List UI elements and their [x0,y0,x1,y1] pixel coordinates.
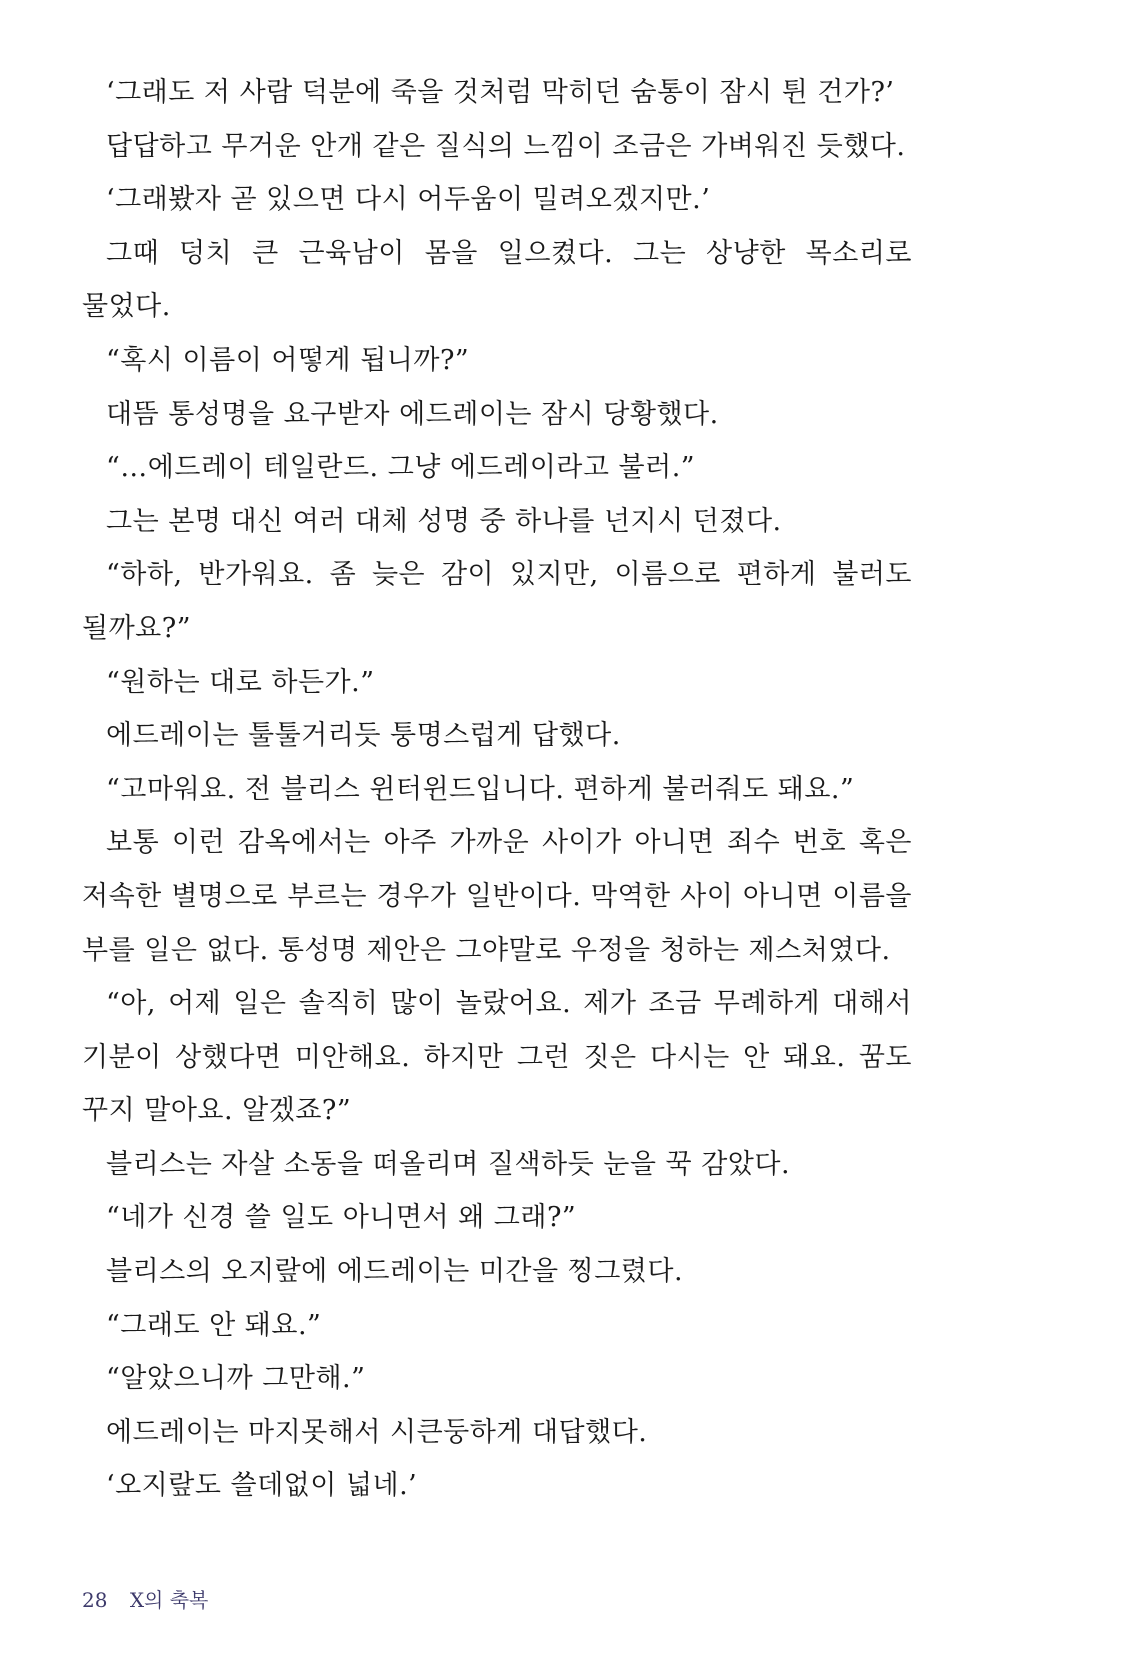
paragraph: ‘그래도 저 사람 덕분에 죽을 것처럼 막히던 숨통이 잠시 튄 건가?’ [106,77,895,108]
paragraph: “알았으니까 그만해.” [106,1363,366,1395]
paragraph: 에드레이는 마지못해서 시큰둥하게 대답했다. [106,1416,648,1448]
paragraph: 답답하고 무거운 안개 같은 질식의 느낌이 조금은 가벼워진 듯했다. [106,130,906,162]
paragraph: 그는 본명 대신 여러 대체 성명 중 하나를 넌지시 던졌다. [106,505,782,537]
book-title: X의 축복 [129,1588,209,1612]
paragraph: 블리스의 오지랖에 에드레이는 미간을 찡그렸다. [106,1256,684,1288]
paragraph: “혹시 이름이 어떻게 됩니까?” [106,344,470,376]
paragraph: ‘그래봤자 곧 있으면 다시 어두움이 밀려오겠지만.’ [106,184,711,216]
page-body [82,66,912,1513]
paragraph: 보통 이런 감옥에서는 아주 가까운 사이가 아니면 죄수 번호 혹은 저속한 별명으로 부르는 경우가 일반이다. 막역한 사이 아니면 이름을 부를 일은 없다. 통성명 제안은 그야말로 우정을 청하는 제스처였다. [82,827,912,966]
page-number: 28 [82,1588,108,1612]
paragraph: 그때 덩치 큰 근육남이 몸을 일으켰다. 그는 상냥한 목소리로 물었다. [82,237,912,323]
paragraph: ‘오지랖도 쓸데없이 넓네.’ [106,1470,418,1502]
paragraph: “그래도 안 돼요.” [106,1309,322,1341]
paragraph: 에드레이는 툴툴거리듯 퉁명스럽게 답했다. [106,720,621,752]
paragraph: 블리스는 자살 소동을 떠올리며 질색하듯 눈을 꾹 감았다. [106,1148,791,1180]
paragraph: “하하, 반가워요. 좀 늦은 감이 있지만, 이름으로 편하게 불러도 될까요?” [82,559,912,644]
paragraph: “고마워요. 전 블리스 윈터윈드입니다. 편하게 불러줘도 돼요.” [106,773,855,805]
paragraph: “아, 어제 일은 솔직히 많이 놀랐어요. 제가 조금 무례하게 대해서 기분이 상했다면 미안해요. 하지만 그런 짓은 다시는 안 돼요. 꿈도 꾸지 말아요. 알겠죠?” [82,988,912,1127]
paragraph: “…에드레이 테일란드. 그냥 에드레이라고 불러.” [106,452,696,484]
paragraph: “원하는 대로 하든가.” [106,666,375,698]
paragraph: “네가 신경 쓸 일도 아니면서 왜 그래?” [106,1202,577,1234]
page-footer [82,1588,208,1612]
paragraph: 대뜸 통성명을 요구받자 에드레이는 잠시 당황했다. [106,398,719,430]
